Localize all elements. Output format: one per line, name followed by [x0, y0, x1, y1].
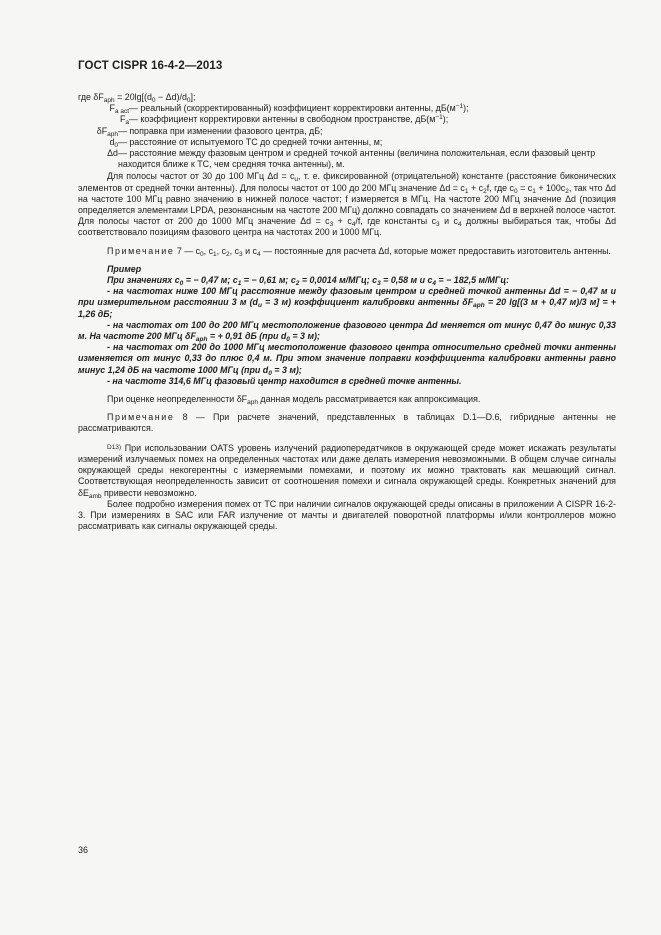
definition-item: Δd — расстояние между фазовым центром и средней точкой антенны (величина положительная, если фазовый центр находится ближе к ТС, чем средняя точка антенны), м.: [107, 148, 596, 170]
document-header: ГОСТ CISPR 16-4-2—2013: [78, 60, 223, 72]
example-line: - на частоте 314,6 МГц фазовый центр находится в средней точке антенны.: [107, 375, 462, 386]
paragraph-ambient-signals: Более подробно измерения помех от ТС при наличии сигналов окружающей среды описаны в приложении А CISPR 16-2-3. При измерениях в SAC или FAR излучение от мачты и двигателей поворотной платформы и/или контроллеров можно рассматривать как сигналы окружающей среды.: [78, 498, 616, 532]
footnote-d13: $^{D13)}$ При использовании OATS уровень излучений радиопередатчиков в окружающей среде может искажать результаты измерений излучаемых помех на определенных частотах или даже делать измерения невозможными. В общем случае сигналы окружающей среды некогерентны с измеряемыми помехами, и поэтому их можно трактовать как мешающий сигнал. Соответствующая неопределенность зависит от соотношения помехи и сигнала окружающей среды. Конкретных значений для $\delta E_{amb}$ привести невозможно.: [78, 442, 616, 500]
example-title: Пример: [107, 263, 142, 274]
definition-item: где $\delta F_{aph} = 20\lg[(d_0 - \Delta d)/d_0]$;: [78, 92, 196, 104]
footnote-marker: D13): [107, 443, 122, 451]
definition-item: $d_0$ — расстояние от испытуемого ТС до средней точки антенны, м;: [109, 136, 383, 149]
definition-item: $\delta F_{aph}$ — поправка при изменении фазового центра, дБ;: [96, 125, 323, 138]
paragraph-frequency-bands: Для полосы частот от 30 до 100 МГц $\Delta d = c_u$, т. е. фиксированной (отрицательной) константе (расстояние биконических элементов от средней точки антенны). Для полосы частот от 100 до 200 МГц значение $\Delta d = c_1 + c_2f$, где $c_0 = c_1 + 100c_2$, так что Δd на частоте 100 МГц равно значению в нижней полосе частот; f измеряется в МГц. На частоте 200 МГц значение Δd (позиция определяется элементами LPDA, резонансным на частоте 200 МГц) должно совпадать со значением Δd в верхней полосе частот. Для полосы частот от 200 до 1000 МГц значение $\Delta d = c_3 + c_4/f$, где константы $c_3$ и $c_4$ должны выбираться так, чтобы Δd соответствовало позициям фазового центра на частотах 200 и 1000 МГц.: [78, 171, 617, 238]
note-label: Примечание: [107, 245, 175, 256]
note-label: Примечание: [107, 412, 175, 423]
paragraph-approximation: При оценке неопределенности $\delta F_{aph}$ данная модель рассматривается как аппроксимация.: [107, 394, 481, 407]
note-8: Примечание 8 — При расчете значений, представленных в таблицах D.1—D.6, гибридные антенны не рассматриваются.: [78, 412, 616, 434]
example-line: - на частотах ниже 100 МГц расстояние между фазовым центром и средней точкой антенны Δd = − 0,47 м и при измерительном расстоянии 3 м ($d_u = 3$ м) коэффициент калибровки антенны $\delta F_{aph} = 20$ lg[(3 м + 0,47 м)/3 м] = + 1,26 дБ;: [78, 286, 616, 319]
definition-item: $F_{a act}$ — реальный (скорректированный) коэффициент корректировки антенны, $дБ(м^{-1})$;: [109, 103, 469, 116]
example-block: [78, 264, 616, 387]
note-7: Примечание 7 — $c_0$, $c_1$, $c_2$, $c_3$ и $c_4$ — постоянные для расчета Δd, которые может предоставить изготовитель антенны.: [107, 245, 611, 258]
definitions-list: [78, 92, 616, 170]
page-number: 36: [78, 845, 89, 855]
example-line: При значениях $c_0$ = − 0,47 м; $c_1$ = − 0,61 м; $c_2 = 0,0014$ м/МГц; $c_3 = 0,58$ м и $c_4$ = − 182,5 м/МГц:: [107, 275, 510, 288]
document-body: [78, 92, 616, 532]
definition-item: $F_a$ — коэффициент корректировки антенны в свободном пространстве, $дБ(м^{-1})$;: [119, 114, 449, 127]
example-line: - на частотах от 200 до 1000 МГц местоположение фазового центра относительно средней точки антенны изменяется от минус 0,33 до плюс 0,4 м. При этом значение поправки коэффициента калибровки антенны равно минус 1,24 дБ на частоте 1000 МГц (при $d_0 = 3$ м);: [78, 342, 616, 377]
example-line: - на частотах от 100 до 200 МГц местоположение фазового центра Δd меняется от минус 0,47 до минус 0,33 м. На частоте 200 МГц $\delta F_{aph}$ = + 0,91 дБ (при $d_0 = 3$ м);: [78, 319, 616, 344]
